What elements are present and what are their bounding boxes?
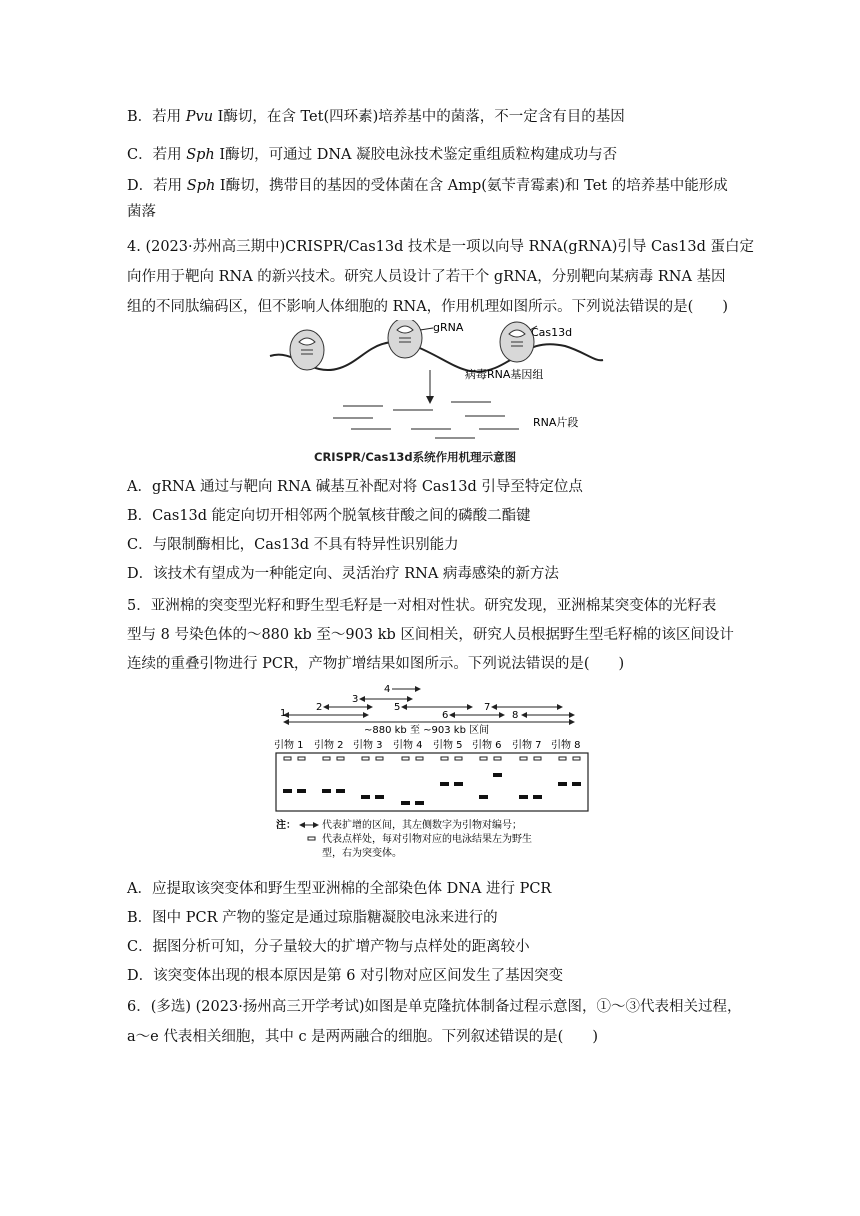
q5-option-c: C．据图分析可知，分子量较大的扩增产物与点样处的距离较小: [127, 939, 530, 955]
viral-genome-label: 病毒RNA基因组: [465, 368, 544, 381]
q3-option-b: B．若用 Pvu Ⅰ酶切，在含 Tet(四环素)培养基中的菌落，不一定含有目的基因: [127, 109, 625, 125]
enzyme-name: Pvu: [185, 109, 214, 125]
rna-fragments: [333, 402, 519, 438]
pcr-electrophoresis-figure: [272, 680, 592, 870]
enzyme-name: Sph: [186, 147, 215, 163]
q4-option-c: C．与限制酶相比，Cas13d 不具有特异性识别能力: [127, 537, 459, 553]
primer-number: 6: [442, 710, 449, 721]
q4-option-b: B．Cas13d 能定向切开相邻两个脱氧核苷酸之间的磷酸二酯键: [127, 508, 531, 524]
note-line-3: 型，右为突变体。: [322, 848, 402, 859]
grna-label: gRNA: [433, 321, 464, 334]
q5-stem-line-2: 型与 8 号染色体的～880 kb 至～903 kb 区间相关，研究人员根据野生型毛籽棉的该区间设计: [127, 627, 734, 643]
q6-stem-line-2: a～e 代表相关细胞，其中 c 是两两融合的细胞。下列叙述错误的是( ): [127, 1029, 598, 1045]
primer-label: 引物 6: [472, 740, 502, 751]
q4-stem-line-3: 组的不同肽编码区，但不影响人体细胞的 RNA，作用机理如图所示。下列说法错误的是( ): [127, 299, 728, 315]
q3-option-c: C．若用 Sph Ⅰ酶切，可通过 DNA 凝胶电泳技术鉴定重组质粒构建成功与否: [127, 147, 618, 163]
q5-option-b: B．图中 PCR 产物的鉴定是通过琼脂糖凝胶电泳来进行的: [127, 910, 498, 926]
q6-stem-line-1: 6．(多选) (2023·扬州高三开学考试)如图是单克隆抗体制备过程示意图，①～③代表相关过程，: [127, 999, 742, 1015]
crispr-cas13d-figure: [265, 320, 605, 444]
primer-label: 引物 1: [274, 740, 304, 751]
gel-box: [276, 753, 588, 811]
primer-label: 引物 2: [314, 740, 344, 751]
primer-label: 引物 7: [512, 740, 542, 751]
figure-caption: CRISPR/Cas13d系统作用机理示意图: [314, 450, 517, 464]
q4-option-a: A．gRNA 通过与靶向 RNA 碱基互补配对将 Cas13d 引导至特定位点: [127, 479, 583, 495]
gel-bands: [283, 773, 581, 805]
q5-option-a: A．应提取该突变体和野生型亚洲棉的全部染色体 DNA 进行 PCR: [127, 881, 552, 897]
cas13d-label: Cas13d: [531, 326, 573, 339]
q5-stem-line-3: 连续的重叠引物进行 PCR，产物扩增结果如图所示。下列说法错误的是( ): [127, 656, 625, 672]
q4-option-d: D．该技术有望成为一种能定向、灵活治疗 RNA 病毒感染的新方法: [127, 566, 559, 582]
note-well-icon: [308, 837, 315, 840]
q3-option-d-line2: 菌落: [127, 204, 156, 220]
interval-label: ~880 kb 至 ~903 kb 区间: [364, 725, 490, 736]
primer-label: 引物 3: [353, 740, 383, 751]
q5-stem-line-1: 5．亚洲棉的突变型光籽和野生型毛籽是一对相对性状。研究发现，亚洲棉某突变体的光籽表: [127, 598, 717, 614]
primer-label: 引物 4: [393, 740, 423, 751]
primer-label-row: [274, 738, 581, 751]
primer-number: 5: [394, 702, 401, 713]
enzyme-name: Sph: [186, 178, 216, 194]
cas13d-protein-3: [500, 322, 534, 362]
primer-number: 3: [352, 694, 359, 705]
q5-option-d: D．该突变体出现的根本原因是第 6 对引物对应区间发生了基因突变: [127, 968, 564, 984]
q4-stem-line-2: 向作用于靶向 RNA 的新兴技术。研究人员设计了若干个 gRNA，分别靶向某病毒 RNA 基因: [127, 269, 726, 285]
primer-number: 2: [316, 702, 323, 713]
primer-label: 引物 5: [433, 740, 463, 751]
cas13d-protein-1: [290, 330, 324, 370]
primer-label: 引物 8: [551, 740, 581, 751]
primer-number: 8: [512, 710, 519, 721]
primer-number: 1: [280, 708, 287, 719]
rna-fragment-label: RNA片段: [533, 416, 579, 429]
note-line-2: 代表点样处，每对引物对应的电泳结果左为野生: [322, 834, 532, 845]
q3-option-d: D．若用 Sph Ⅰ酶切，携带目的基因的受体菌在含 Amp(氨苄青霉素)和 Tet 的培养基中能形成: [127, 178, 728, 194]
primer-number: 4: [384, 684, 391, 695]
q4-stem-line-1: 4. (2023·苏州高三期中)CRISPR/Cas13d 技术是一项以向导 RNA(gRNA)引导 Cas13d 蛋白定: [127, 239, 755, 255]
note-title: 注：: [276, 820, 296, 831]
cas13d-protein-2: [388, 320, 422, 358]
primer-number: 7: [484, 702, 491, 713]
sample-wells: [284, 757, 580, 760]
note-line-1: 代表扩增的区间，其左侧数字为引物对编号；: [322, 820, 522, 831]
